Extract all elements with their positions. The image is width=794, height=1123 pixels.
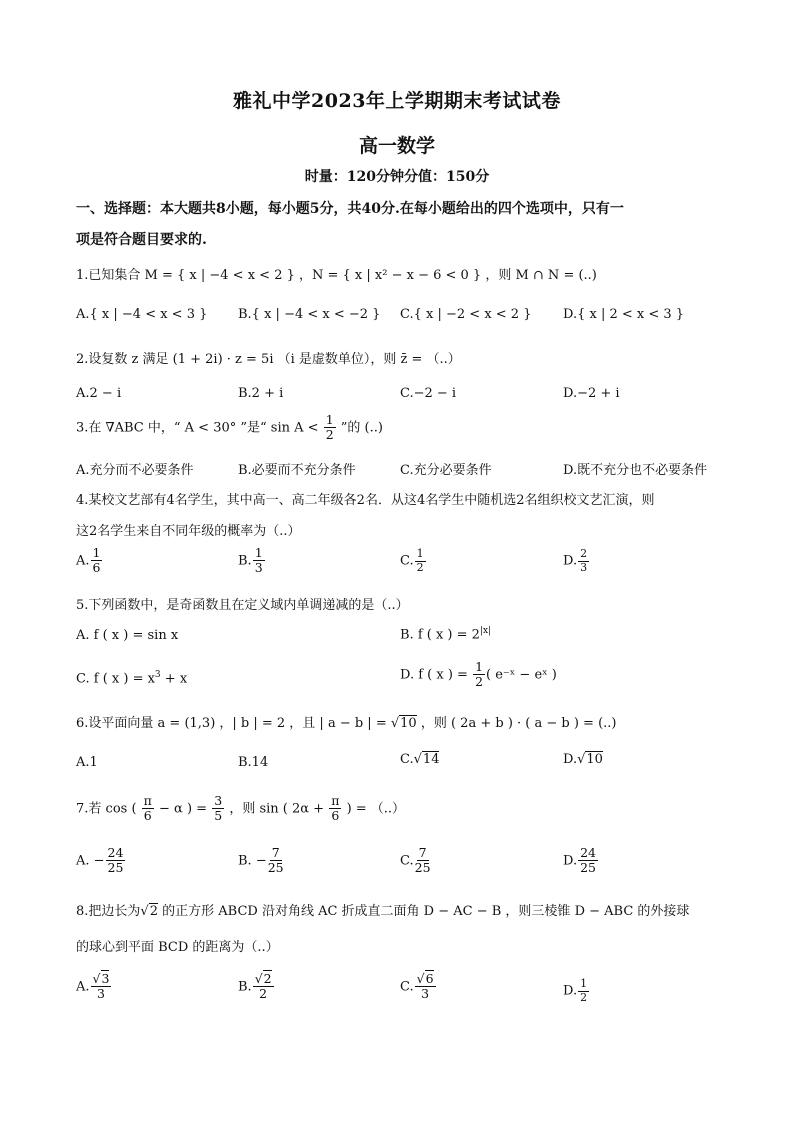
question-1-stem: 1.已知集合 M = { x | −4 < x < 2 } ，N = { x | x² − x − 6 < 0 } ，则 M ∩ N = (..): [76, 268, 597, 283]
question-7-stem-post: ) = （..）: [346, 801, 406, 817]
fraction-pi-over-6: [142, 794, 154, 824]
fraction-denominator: 25: [267, 860, 284, 876]
option-label: A.: [76, 553, 90, 569]
fraction-numerator: √2: [254, 971, 272, 986]
option-label: A.: [76, 979, 90, 995]
fraction-denominator: 6: [143, 808, 152, 824]
question-2-option-c: C.−2 − i: [400, 386, 457, 401]
question-3-option-c: C.充分必要条件: [400, 463, 492, 478]
option-text: C. f ( x ) = x: [76, 671, 155, 687]
question-8-option-b: [238, 972, 275, 1002]
exam-time-score: 时量：120分钟分值：150分: [304, 169, 490, 185]
question-7-option-d: [563, 846, 599, 876]
question-1-option-d: D.{ x | 2 < x < 3 }: [563, 307, 685, 322]
question-3-option-b: B.必要而不充分条件: [238, 463, 356, 478]
question-3-stem: [76, 413, 383, 443]
question-7-option-b: [238, 846, 285, 876]
question-4-stem-line1: 4.某校文艺部有4名学生，其中高一、高二年级各2名．从这4名学生中随机选2名组织校文艺汇演，则: [76, 493, 655, 508]
question-6-stem-pre: 6.设平面向量 a = (1,3) ，| b | = 2 ，且 | a − b | =: [76, 716, 387, 731]
fraction-denominator: 3: [97, 986, 105, 1002]
question-8-stem-pre: 8.把边长为: [76, 904, 141, 919]
sqrt-radicand: 3: [101, 971, 110, 986]
fraction-numerator: 7: [418, 845, 427, 860]
fraction-numerator: 1: [325, 412, 334, 427]
fraction-denominator: 2: [416, 560, 424, 574]
option-fraction: [268, 846, 284, 876]
option-fraction: [578, 978, 589, 1004]
question-7-stem-mid2: ，则 sin ( 2α +: [229, 801, 325, 817]
section-heading-line1: 一、选择题：本大题共8小题，每小题5分，共40分.在每小题给出的四个选项中，只有一: [76, 201, 624, 217]
option-fraction: [415, 972, 436, 1002]
fraction-numerator: 7: [271, 845, 280, 860]
question-4-option-c: [400, 548, 427, 574]
fraction-numerator: 2: [580, 547, 588, 560]
option-label: B.: [238, 979, 252, 995]
fraction-denominator: 25: [580, 860, 596, 876]
option-text: B. f ( x ) = 2: [400, 627, 480, 643]
question-7-stem: [76, 794, 405, 824]
option-label: A. −: [76, 853, 105, 869]
question-4-stem-line2: 这2名学生来自不同年级的概率为（..）: [76, 524, 301, 539]
question-2-stem: 2.设复数 z 满足 (1 + 2i) · z = 5i （i 是虚数单位），则 z̄ = （..）: [76, 352, 461, 367]
fraction-numerator: π: [143, 793, 152, 808]
question-3-option-d: D.既不充分也不必要条件: [563, 463, 708, 478]
question-5-option-b: [400, 626, 491, 642]
fraction-denominator: 3: [580, 560, 588, 574]
fraction-denominator: 3: [254, 560, 263, 576]
sqrt-sign: √: [390, 716, 400, 731]
sqrt-radicand: 2: [149, 904, 158, 919]
fraction-denominator: 25: [414, 860, 431, 876]
fraction-denominator: 5: [214, 808, 223, 824]
question-5-option-a: A. f ( x ) = sin x: [76, 628, 179, 643]
option-label: C.: [400, 752, 414, 767]
question-8-option-c: [400, 972, 437, 1002]
question-6-option-b: B.14: [238, 755, 269, 770]
option-fraction: [578, 846, 598, 876]
question-4-option-d: [563, 548, 590, 574]
question-3-option-a: A.充分而不必要条件: [76, 463, 194, 478]
option-label: C.: [400, 553, 414, 569]
question-5-option-c: [76, 670, 187, 686]
question-6-option-c: C.√14: [400, 752, 440, 767]
question-6-stem-post: ，则 ( 2a + b ) · ( a − b ) = (..): [420, 716, 617, 731]
question-6-option-d: D.√10: [563, 752, 603, 767]
fraction-numerator: 3: [214, 793, 223, 808]
fraction-numerator: 1: [475, 659, 484, 674]
option-label: D.: [563, 752, 578, 767]
option-fraction: [253, 546, 265, 576]
fraction-numerator: 1: [92, 545, 101, 560]
option-fraction: [91, 546, 103, 576]
question-7-option-c: [400, 846, 432, 876]
fraction-denominator: 25: [107, 860, 124, 876]
question-4-option-a: [76, 546, 103, 576]
question-2-option-b: B.2 + i: [238, 386, 284, 401]
question-8-stem-line2: 的球心到平面 BCD 的距离为（..）: [76, 940, 279, 955]
fraction-numerator: √6: [416, 971, 434, 986]
option-label: B. −: [238, 853, 267, 869]
fraction-numerator: 1: [580, 977, 588, 990]
option-superscript: |x|: [479, 626, 492, 636]
question-7-stem-pre: 7.若 cos (: [76, 801, 137, 817]
question-3-fraction: [324, 413, 336, 443]
question-6-stem: [76, 712, 617, 731]
sqrt-radicand: 2: [263, 971, 272, 986]
question-4-option-b: [238, 546, 266, 576]
option-label: D.: [563, 983, 578, 999]
option-fraction: [578, 548, 589, 574]
exam-title: 雅礼中学2023年上学期期末考试试卷: [233, 90, 561, 112]
fraction-denominator: 6: [92, 560, 101, 576]
option-fraction: [473, 660, 485, 690]
question-1-option-b: B.{ x | −4 < x < −2 }: [238, 307, 381, 322]
question-3-stem-post: ”的 (..): [340, 420, 383, 436]
question-8-option-a: [76, 972, 112, 1002]
fraction-numerator: √3: [92, 971, 110, 986]
fraction-denominator: 2: [475, 674, 484, 690]
fraction-numerator: 24: [107, 845, 124, 860]
option-text: D. f ( x ) =: [400, 667, 468, 683]
fraction-denominator: 6: [331, 808, 340, 824]
question-6-option-a: A.1: [76, 755, 98, 770]
option-label: D.: [563, 853, 578, 869]
option-superscript: 3: [154, 670, 161, 680]
option-fraction: [415, 548, 426, 574]
option-fraction: [106, 846, 126, 876]
sqrt-radicand: 10: [586, 752, 603, 767]
option-label: C.: [400, 853, 414, 869]
sqrt-radicand: 14: [422, 752, 440, 767]
option-fraction: [415, 846, 431, 876]
option-label: D.: [563, 553, 578, 569]
sqrt-radicand: 6: [425, 971, 434, 986]
question-1-option-a: A.{ x | −4 < x < 3 }: [76, 307, 208, 322]
question-2-option-a: A.2 − i: [76, 386, 122, 401]
fraction-numerator: 1: [254, 545, 263, 560]
fraction-denominator: 3: [421, 986, 430, 1002]
fraction-denominator: 2: [580, 990, 588, 1004]
question-2-option-d: D.−2 + i: [563, 386, 620, 401]
option-label: B.: [238, 553, 252, 569]
question-7-stem-mid1: − α ) =: [159, 801, 208, 817]
question-8-stem-line1: 8.把边长为√2 的正方形 ABCD 沿对角线 AC 折成直二面角 D − AC − B ，则三棱锥 D − ABC 的外接球: [76, 904, 690, 919]
question-5-stem: 5.下列函数中，是奇函数且在定义域内单调递减的是（..）: [76, 598, 409, 613]
fraction-numerator: 24: [580, 845, 596, 860]
question-3-stem-pre: 3.在 ∇ABC 中，“ A < 30° ”是“ sin A <: [76, 420, 319, 436]
question-8-option-d: [563, 978, 590, 1004]
question-7-option-a: [76, 846, 126, 876]
question-8-stem-post: 的正方形 ABCD 沿对角线 AC 折成直二面角 D − AC − B ，则三棱锥 D − ABC 的外接球: [162, 904, 690, 919]
option-fraction: [91, 972, 112, 1002]
option-text-end: + x: [160, 671, 188, 687]
question-1-option-c: C.{ x | −2 < x < 2 }: [400, 307, 532, 322]
exam-subject: 高一数学: [358, 135, 435, 157]
fraction-denominator: 2: [325, 427, 334, 443]
fraction-3-over-5: [212, 794, 224, 824]
fraction-numerator: π: [331, 793, 340, 808]
option-fraction: [253, 972, 274, 1002]
sqrt-radicand: 10: [400, 716, 417, 731]
fraction-numerator: 1: [416, 547, 424, 560]
section-heading-line2: 项是符合题目要求的.: [76, 232, 207, 248]
option-label: C.: [400, 979, 414, 995]
question-5-option-d: [400, 660, 557, 690]
fraction-pi-over-6-second: [329, 794, 341, 824]
option-text-end: ( e⁻ˣ − eˣ ): [486, 667, 557, 683]
fraction-denominator: 2: [259, 986, 268, 1002]
